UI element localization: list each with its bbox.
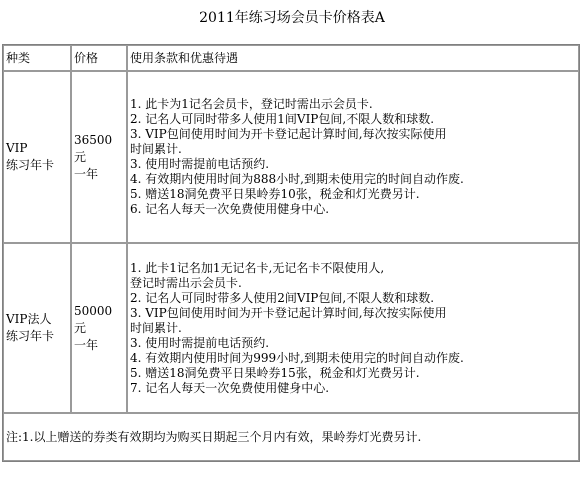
- terms-line: 3. VIP包间使用时间为开卡登记起计算时间,每次按实际使用: [130, 305, 447, 320]
- page-title: 2011年练习场会员卡价格表A: [199, 10, 385, 26]
- card-type-line: VIP法人: [6, 312, 52, 326]
- terms-line: 5. 赠送18洞免费平日果岭券10张，税金和灯光费另计.: [130, 187, 420, 201]
- terms-cell: [127, 243, 579, 413]
- terms-line: 4. 有效期内使用时间为888小时,到期未使用完的时间自动作废.: [130, 172, 464, 186]
- terms-line: 2. 记名人可同时带多人使用2间VIP包间,不限人数和球数.: [130, 290, 435, 305]
- terms-line: 3. VIP包间使用时间为开卡登记起计算时间,每次按实际使用: [130, 127, 447, 141]
- card-type-line: VIP: [6, 141, 28, 155]
- price-period: 一年: [74, 166, 99, 181]
- terms-line: 7. 记名人每天一次免费使用健身中心.: [130, 380, 330, 395]
- footnote: 注:1.以上赠送的券类有效期均为购买日期起三个月内有效，果岭券灯光费另计.: [3, 413, 579, 461]
- terms-cell: [127, 71, 579, 243]
- note-row: [3, 413, 579, 461]
- terms-line: 3. 使用时需提前电话预约.: [130, 157, 270, 171]
- header-type: 种类: [3, 45, 71, 71]
- header-terms: 使用条款和优惠待遇: [127, 45, 579, 71]
- price-period: 一年: [74, 337, 99, 352]
- terms-line: 6. 记名人每天一次免费使用健身中心.: [130, 202, 330, 216]
- card-type-line: 练习年卡: [6, 158, 55, 172]
- terms-line: 5. 赠送18洞免费平日果岭券15张，税金和灯光费另计.: [130, 365, 420, 380]
- card-type-cell: [3, 243, 71, 413]
- header-price: 价格: [71, 45, 127, 71]
- card-type-cell: [3, 71, 71, 243]
- terms-line: 登记时需出示会员卡.: [130, 275, 242, 290]
- terms-line: 2. 记名人可同时带多人使用1间VIP包间,不限人数和球数.: [130, 112, 435, 126]
- table-row: [3, 71, 579, 243]
- terms-line: 1. 此卡1记名加1无记名卡,无记名卡不限使用人,: [130, 260, 385, 275]
- price-amount: 50000元: [74, 303, 113, 335]
- table-row: [3, 243, 579, 413]
- price-cell: [71, 71, 127, 243]
- terms-line: 时间累计.: [130, 320, 182, 335]
- card-type-line: 练习年卡: [6, 329, 55, 343]
- price-table: [2, 44, 580, 462]
- price-amount: 36500元: [74, 132, 113, 164]
- terms-line: 1. 此卡为1记名会员卡，登记时需出示会员卡.: [130, 97, 373, 111]
- table-header-row: [3, 45, 579, 71]
- terms-line: 时间累计.: [130, 142, 182, 156]
- price-cell: [71, 243, 127, 413]
- terms-line: 4. 有效期内使用时间为999小时,到期未使用完的时间自动作废.: [130, 350, 464, 365]
- terms-line: 3. 使用时需提前电话预约.: [130, 335, 270, 350]
